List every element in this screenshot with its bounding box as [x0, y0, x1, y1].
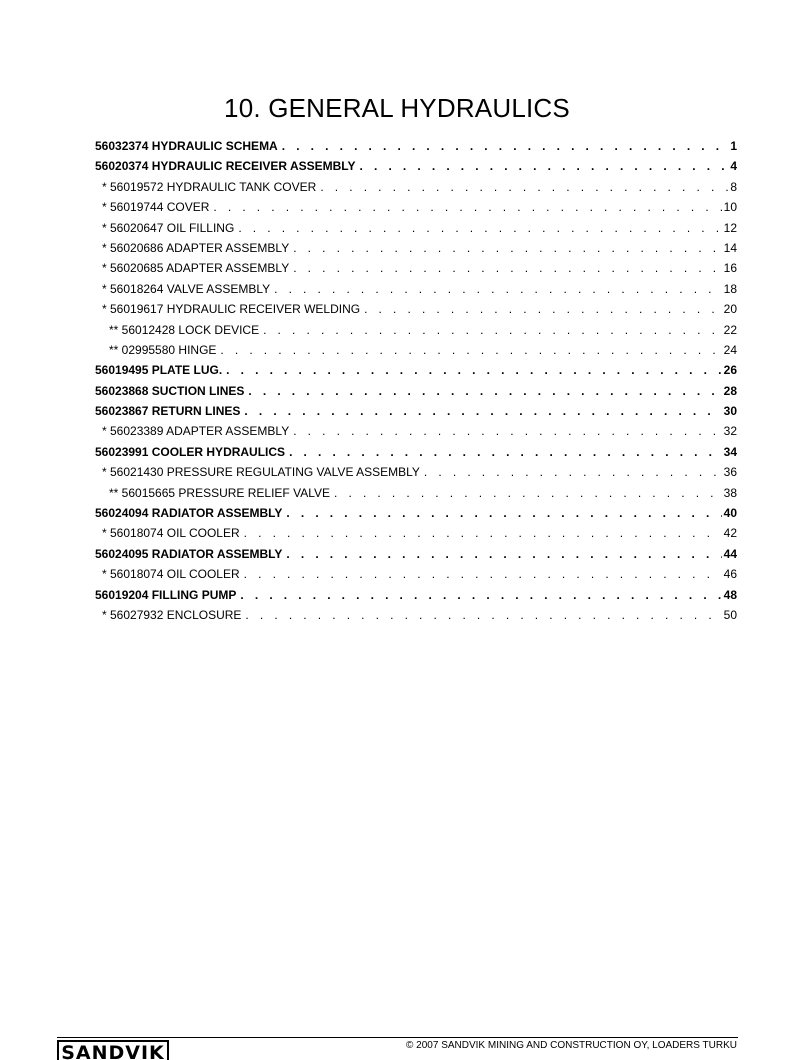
toc-entry[interactable] — [95, 401, 737, 421]
toc-entry-page-number: 22 — [723, 322, 737, 337]
dot-leader — [293, 258, 721, 278]
toc-entry-page-number: 20 — [723, 302, 737, 317]
toc-entry-page-number: 24 — [723, 342, 737, 357]
toc-entry-label: * 56019617 HYDRAULIC RECEIVER WELDING — [102, 302, 361, 317]
toc-entry[interactable] — [95, 523, 737, 543]
toc-entry-page-number: 14 — [723, 240, 737, 255]
dot-leader — [244, 564, 722, 584]
toc-entry[interactable] — [95, 381, 737, 401]
dot-leader — [320, 177, 728, 197]
toc-entry-label: * 56018264 VALVE ASSEMBLY — [102, 281, 271, 296]
toc-entry-label: 56023868 SUCTION LINES — [95, 383, 245, 398]
dot-leader — [244, 523, 722, 543]
toc-entry-label: 56023991 COOLER HYDRAULICS — [95, 444, 286, 459]
toc-entry-label: * 56018074 OIL COOLER — [102, 526, 240, 541]
toc-entry-page-number: 46 — [723, 567, 737, 582]
toc-entry[interactable] — [95, 279, 737, 299]
toc-entry[interactable] — [95, 238, 737, 258]
toc-entry-page-number: 34 — [723, 444, 737, 459]
toc-entry-page-number: 30 — [723, 404, 737, 419]
toc-entry-page-number: 28 — [723, 383, 737, 398]
toc-entry-label: * 56018074 OIL COOLER — [102, 567, 240, 582]
toc-entry-label: 56024095 RADIATOR ASSEMBLY — [95, 546, 283, 561]
toc-entry-page-number: 50 — [723, 607, 737, 622]
toc-entry-label: * 56019572 HYDRAULIC TANK COVER — [102, 179, 317, 194]
toc-entry[interactable] — [95, 503, 737, 523]
toc-entry-page-number: 4 — [730, 159, 737, 174]
toc-entry[interactable] — [95, 299, 737, 319]
toc-entry[interactable] — [95, 360, 737, 380]
toc-entry-label: * 56020685 ADAPTER ASSEMBLY — [102, 261, 290, 276]
toc-entry-page-number: 40 — [723, 506, 737, 521]
dot-leader — [293, 238, 721, 258]
dot-leader — [274, 279, 722, 299]
logo-text: SANDVIK — [61, 1042, 165, 1060]
toc-entry[interactable] — [95, 320, 737, 340]
toc-entry-page-number: 1 — [730, 139, 737, 153]
toc-entry[interactable] — [95, 564, 737, 584]
toc-entry-page-number: 10 — [723, 200, 737, 215]
toc-entry-page-number: 16 — [723, 261, 737, 276]
toc-entry-page-number: 12 — [723, 220, 737, 235]
toc-entry-label: 56019204 FILLING PUMP — [95, 587, 237, 602]
toc-entry[interactable] — [95, 218, 737, 238]
toc-entry-label: ** 56012428 LOCK DEVICE — [109, 322, 260, 337]
dot-leader — [293, 421, 721, 441]
toc-entry[interactable] — [95, 585, 737, 605]
toc-entry-page-number: 48 — [723, 587, 737, 602]
dot-leader — [286, 503, 721, 523]
toc-entry-label: 56032374 HYDRAULIC SCHEMA — [95, 139, 278, 153]
toc-entry[interactable] — [95, 421, 737, 441]
toc-entry-label: * 56020686 ADAPTER ASSEMBLY — [102, 240, 290, 255]
dot-leader — [238, 218, 721, 238]
toc-entry[interactable] — [95, 442, 737, 462]
footer-divider — [57, 1037, 738, 1038]
dot-leader — [244, 401, 721, 421]
copyright-notice: © 2007 SANDVIK MINING AND CONSTRUCTION OY, LOADERS TURKU — [406, 1040, 737, 1051]
toc-entry-label: 56020374 HYDRAULIC RECEIVER ASSEMBLY — [95, 159, 356, 174]
toc-entry-label: * 56021430 PRESSURE REGULATING VALVE ASSEMBLY — [102, 465, 420, 480]
dot-leader — [424, 462, 722, 482]
toc-entry-page-number: 44 — [723, 546, 737, 561]
toc-entry-label: * 56020647 OIL FILLING — [102, 220, 235, 235]
dot-leader — [220, 340, 721, 360]
toc-entry-label: 56019495 PLATE LUG. — [95, 363, 223, 378]
dot-leader — [240, 585, 721, 605]
toc-entry[interactable] — [95, 483, 737, 503]
toc-entry-label: * 56027932 ENCLOSURE — [102, 607, 242, 622]
dot-leader — [213, 197, 721, 217]
dot-leader — [289, 442, 722, 462]
dot-leader — [245, 605, 721, 625]
dot-leader — [286, 544, 721, 564]
toc-entry-label: 56024094 RADIATOR ASSEMBLY — [95, 506, 283, 521]
toc-entry-page-number: 26 — [723, 363, 737, 378]
toc-entry[interactable] — [95, 136, 737, 156]
toc-entry-page-number: 38 — [723, 485, 737, 500]
sandvik-logo — [57, 1040, 169, 1060]
toc-entry-label: * 56023389 ADAPTER ASSEMBLY — [102, 424, 290, 439]
dot-leader — [282, 136, 729, 156]
toc-entry-page-number: 8 — [730, 179, 737, 194]
toc-entry-page-number: 42 — [723, 526, 737, 541]
table-of-contents — [95, 136, 737, 625]
toc-entry[interactable] — [95, 197, 737, 217]
dot-leader — [334, 483, 722, 503]
toc-entry-page-number: 32 — [723, 424, 737, 439]
toc-entry-label: ** 56015665 PRESSURE RELIEF VALVE — [109, 485, 331, 500]
dot-leader — [263, 320, 722, 340]
dot-leader — [226, 360, 721, 380]
toc-entry-label: ** 02995580 HINGE — [109, 342, 217, 357]
toc-entry-page-number: 18 — [723, 281, 737, 296]
toc-entry[interactable] — [95, 462, 737, 482]
toc-entry[interactable] — [95, 605, 737, 625]
toc-entry[interactable] — [95, 156, 737, 176]
dot-leader — [364, 299, 722, 319]
toc-entry-label: * 56019744 COVER — [102, 200, 210, 215]
toc-entry-label: 56023867 RETURN LINES — [95, 404, 241, 419]
toc-entry[interactable] — [95, 544, 737, 564]
page-title: 10. GENERAL HYDRAULICS — [224, 93, 570, 124]
toc-entry[interactable] — [95, 340, 737, 360]
toc-entry[interactable] — [95, 177, 737, 197]
toc-entry[interactable] — [95, 258, 737, 278]
dot-leader — [248, 381, 721, 401]
dot-leader — [360, 156, 729, 176]
toc-entry-page-number: 36 — [723, 465, 737, 480]
